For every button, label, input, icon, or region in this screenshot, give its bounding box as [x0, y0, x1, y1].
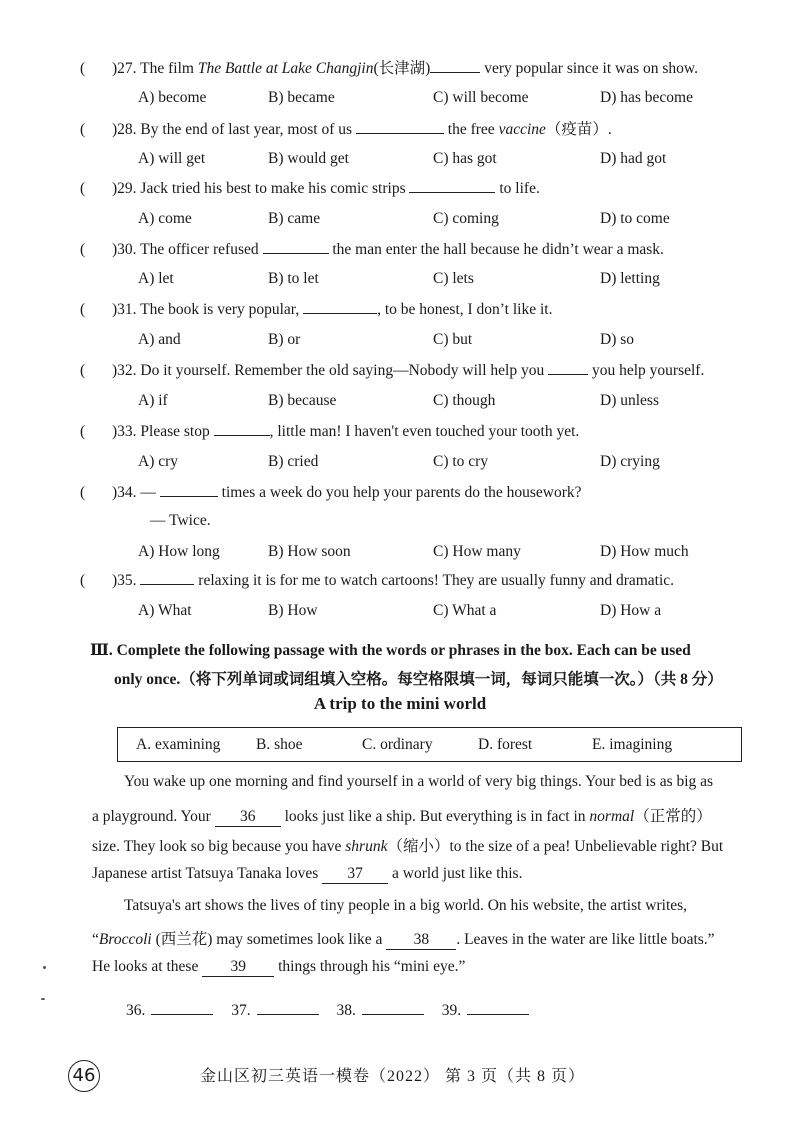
answer-option[interactable]: B) How soon	[268, 543, 351, 560]
answer-option[interactable]: A) and	[138, 331, 181, 348]
answer-field-39[interactable]	[467, 1000, 529, 1015]
word-box	[117, 727, 742, 762]
answer-label: 36.	[126, 1002, 146, 1019]
answer-option[interactable]: B) became	[268, 89, 335, 106]
answer-option[interactable]: D) has become	[600, 89, 693, 106]
answer-option[interactable]: B) cried	[268, 453, 319, 470]
answer-label: 38.	[336, 1002, 356, 1019]
answer-option[interactable]: A) cry	[138, 453, 179, 470]
word-option-c: C. ordinary	[362, 736, 433, 753]
answer-field-37[interactable]	[257, 1000, 319, 1015]
passage-line: He looks at these 39 things through his “mini eye.”	[92, 958, 466, 975]
answer-option[interactable]: A) let	[138, 270, 174, 287]
answer-paren[interactable]: (	[80, 180, 86, 197]
scan-speck	[41, 998, 45, 1000]
answer-option[interactable]: B) to let	[268, 270, 319, 287]
word-option-a: A. examining	[136, 736, 221, 753]
answer-option[interactable]: C) How many	[433, 543, 521, 560]
passage-line: You wake up one morning and find yourself in a world of very big things. Your bed is as big as	[124, 773, 714, 790]
answer-option[interactable]: B) or	[268, 331, 301, 348]
question-blank[interactable]	[548, 360, 588, 375]
question-blank[interactable]	[214, 421, 270, 436]
answer-paren[interactable]: (	[80, 362, 86, 379]
answer-paren[interactable]: (	[80, 572, 86, 589]
answer-label: 37.	[231, 1002, 251, 1019]
answer-option[interactable]: A) What	[138, 602, 192, 619]
answer-paren[interactable]: (	[80, 301, 86, 318]
answer-option[interactable]: D) had got	[600, 150, 667, 167]
blank-36[interactable]: 36	[215, 808, 281, 827]
word-option-d: D. forest	[478, 736, 533, 753]
answer-option[interactable]: B) How	[268, 602, 318, 619]
blank-37[interactable]: 37	[322, 865, 388, 884]
question-stem: ( )29. Jack tried his best to make his comic strips to life.	[80, 180, 540, 197]
question-blank[interactable]	[409, 178, 495, 193]
question-blank[interactable]	[356, 119, 444, 134]
question-stem: ( )32. Do it yourself. Remember the old saying—Nobody will help you you help yourself.	[80, 362, 705, 379]
question-blank[interactable]	[263, 239, 329, 254]
answer-option[interactable]: D) crying	[600, 453, 660, 470]
word-option-b: B. shoe	[256, 736, 303, 753]
answer-option[interactable]: B) would get	[268, 150, 349, 167]
question-number: )32.	[112, 362, 141, 379]
passage-title: A trip to the mini world	[313, 694, 487, 713]
answer-option[interactable]: A) will get	[138, 150, 206, 167]
answer-field-38[interactable]	[362, 1000, 424, 1015]
question-number: )27.	[112, 60, 141, 77]
answer-option[interactable]: B) because	[268, 392, 337, 409]
answer-option[interactable]: C) though	[433, 392, 496, 409]
passage-line: a playground. Your 36 looks just like a ship. But everything is in fact in normal（正常的）	[92, 808, 712, 825]
answer-paren[interactable]: (	[80, 121, 86, 138]
section-heading-line2: only once.（将下列单词或词组填入空格。每空格限填一词，每词只能填一次。）（共 8 分）	[114, 671, 723, 688]
question-stem: ( )28. By the end of last year, most of us the free vaccine（疫苗）.	[80, 121, 612, 138]
passage-line: “Broccoli (西兰花) may sometimes look like a 38 . Leaves in the water are like little boats.”	[92, 931, 715, 948]
section-heading-line1: Ⅲ. Complete the following passage with the words or phrases in the box. Each can be used	[90, 642, 691, 659]
answer-paren[interactable]: (	[80, 484, 86, 501]
answer-option[interactable]: C) coming	[433, 210, 499, 227]
answer-paren[interactable]: (	[80, 60, 86, 77]
question-number: )30.	[112, 241, 141, 258]
answer-option[interactable]: C) has got	[433, 150, 497, 167]
dialogue-reply: — Twice.	[150, 512, 211, 529]
answer-option[interactable]: D) so	[600, 331, 635, 348]
answer-row	[126, 1000, 543, 1020]
question-stem: ( )31. The book is very popular, , to be honest, I don’t like it.	[80, 301, 553, 318]
passage-line: Tatsuya's art shows the lives of tiny people in a big world. On his website, the artist writes,	[124, 897, 688, 914]
question-number: )35.	[112, 572, 141, 589]
answer-option[interactable]: D) How a	[600, 602, 662, 619]
question-number: )31.	[112, 301, 141, 318]
answer-option[interactable]: A) come	[138, 210, 192, 227]
question-number: )33.	[112, 423, 141, 440]
question-blank[interactable]	[140, 570, 194, 585]
question-stem: ( )34. — times a week do you help your parents do the housework?	[80, 484, 582, 501]
question-stem: ( )35. relaxing it is for me to watch cartoons! They are usually funny and dramatic.	[80, 572, 675, 589]
scan-speck	[43, 966, 46, 969]
question-number: )34.	[112, 484, 141, 501]
answer-option[interactable]: D) unless	[600, 392, 659, 409]
answer-option[interactable]: C) lets	[433, 270, 474, 287]
answer-option[interactable]: B) came	[268, 210, 321, 227]
passage-line: size. They look so big because you have shrunk（缩小）to the size of a pea! Unbelievable right? But	[92, 838, 724, 855]
word-option-e: E. imagining	[592, 736, 673, 753]
answer-paren[interactable]: (	[80, 423, 86, 440]
question-stem: ( )27. The film The Battle at Lake Changjin(长津湖) very popular since it was on show.	[80, 60, 698, 77]
answer-label: 39.	[441, 1002, 462, 1019]
blank-38[interactable]: 38	[386, 931, 456, 950]
answer-option[interactable]: D) letting	[600, 270, 660, 287]
answer-option[interactable]: A) How long	[138, 543, 220, 560]
answer-option[interactable]: C) to cry	[433, 453, 489, 470]
question-blank[interactable]	[160, 482, 218, 497]
answer-option[interactable]: C) What a	[433, 602, 497, 619]
answer-option[interactable]: A) if	[138, 392, 168, 409]
answer-option[interactable]: A) become	[138, 89, 207, 106]
question-blank[interactable]	[303, 299, 377, 314]
answer-option[interactable]: D) How much	[600, 543, 689, 560]
footer-text: 金山区初三英语一模卷（2022） 第 3 页（共 8 页）	[200, 1068, 586, 1085]
question-stem: ( )30. The officer refused the man enter the hall because he didn’t wear a mask.	[80, 241, 664, 258]
answer-option[interactable]: C) but	[433, 331, 473, 348]
question-number: )28.	[112, 121, 141, 138]
page-badge: 46	[68, 1060, 100, 1092]
answer-option[interactable]: C) will become	[433, 89, 529, 106]
blank-39[interactable]: 39	[202, 958, 274, 977]
question-number: )29.	[112, 180, 141, 197]
answer-option[interactable]: D) to come	[600, 210, 670, 227]
question-blank[interactable]	[430, 58, 480, 73]
answer-field-36[interactable]	[151, 1000, 213, 1015]
answer-paren[interactable]: (	[80, 241, 86, 258]
passage-line: Japanese artist Tatsuya Tanaka loves 37 a world just like this.	[92, 865, 523, 882]
question-stem: ( )33. Please stop , little man! I haven't even touched your tooth yet.	[80, 423, 580, 440]
